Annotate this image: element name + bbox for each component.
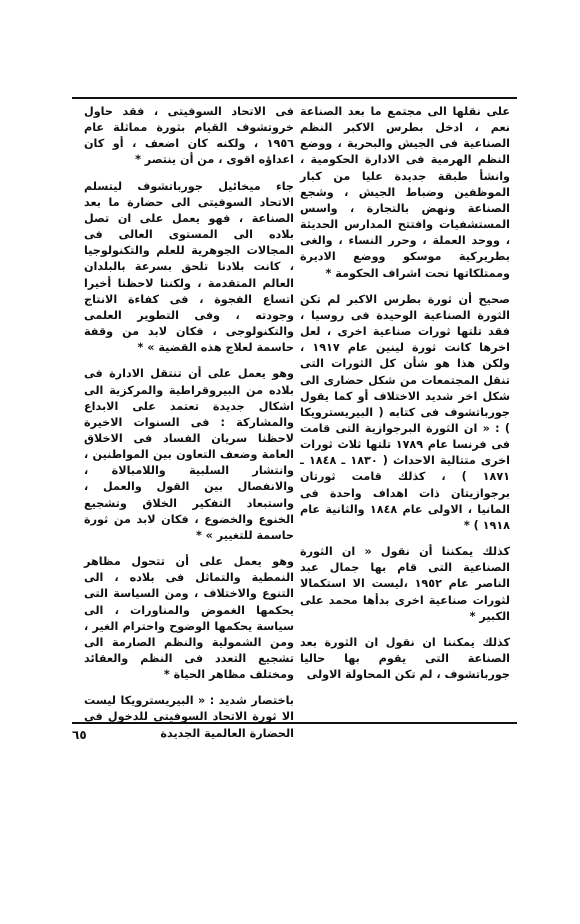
right-column bbox=[300, 104, 510, 716]
left-paragraph-3: وهو يعمل على أن تنتقل الادارة فى بلاده من البيروقراطية والمركزية الى اشكال جديدة تعتمد على الابداع والمشاركة : فى السنوات الاخيرة لاحظنا سريان الفساد فى الاخلاق العامة وضعف التعاون بين المواطنين ، وانتشار السلبية واللامبالاة ، والانفصال بين القول والعمل ، واستبعاد التفكير الخلاق وتشجيع الخنوع والخضوع ، فكان لابد من ثورة حاسمة للتغيير » * bbox=[84, 367, 294, 542]
left-paragraph-4: وهو يعمل على أن تتحول مظاهر النمطية والتماثل فى بلاده ، الى التنوع والاختلاف ، ومن السياسة التى يحكمها الغموض والمناورات ، الى سياسة يحكمها الوضوح واحترام الغير ، ومن الشمولية والنظم الصارمة الى تشجيع التعدد فى النظم والعقائد ومختلف مظاهر الحياة * bbox=[84, 555, 294, 682]
right-paragraph-4: كذلك يمكننا ان نقول ان الثورة بعد الصناعة التى يقوم بها حاليا جورباتشوف ، لم تكن المحاولة الاولى bbox=[300, 635, 510, 682]
left-paragraph-2: جاء ميخائيل جورباتشوف ليتسلم الاتحاد السوفيتى الى حضارة ما بعد الصناعة ، فهو يعمل على ان تصل بلاده الى المستوى العالى فى المجالات الجوهرية للعلم والتكنولوجيا ، كانت بلادنا تلحق بسرعة بالبلدان العالم المتقدمة ، ولكننا لاحظنا أخيرا اتساع الفجوة ، فى كفاءة الانتاج وجودته ، وفى التطوير العلمى والتكنولوجى ، فكان لابد من وقفة حاسمة لعلاج هذه القضية » * bbox=[84, 179, 294, 355]
bottom-rule bbox=[72, 722, 517, 724]
right-paragraph-1: على نقلها الى مجتمع ما بعد الصناعة نعم ، ادخل بطرس الاكبر النظم الصناعية فى الجيش والبحرية ، ووضع النظم الهرمية فى الادارة الحكومية ، وانشأ طبقة جديدة عليا من كبار الموظفين وضباط الجيش ، وشجع الصناعة ونهض بالتجارة ، واسس المستشفيات وافتتح المدارس الحديثة ، ووحد العملة ، وحرر النساء ، والغى بطريركية موسكو ووضع الاديرة وممتلكاتها تحت اشراف الحكومة * bbox=[300, 105, 510, 280]
top-rule bbox=[72, 97, 517, 99]
left-paragraph-1: فى الاتحاد السوفيتى ، فقد حاول خروتشوف القيام بثورة مماثلة عام ١٩٥٦ ، ولكنه كان اضعف ، أو كان اعداؤه اقوى ، من أن ينتصر * bbox=[84, 105, 294, 167]
right-paragraph-3: كذلك يمكننا أن نقول « ان الثورة الصناعية التى قام بها جمال عبد الناصر عام ١٩٥٢ ،ليست الا استكمالا لثورات صناعية اخرى بدأها محمد على الكبير * bbox=[300, 545, 510, 623]
left-paragraph-5: باختصار شديد : « البيريسترويكا ليست الا ثورة الاتحاد السوفيتى للدخول فى الحضارة العالمية الجديدة bbox=[84, 694, 294, 740]
right-paragraph-2: صحيح أن ثورة بطرس الاكبر لم تكن الثورة الصناعية الوحيدة فى روسيا ، فقد تلتها ثورات صناعية اخرى ، لعل اخرها كانت ثورة لينين عام ١٩١٧ ، ولكن هذا هو شأن كل الثورات التى تنقل المجتمعات من شكل حضارى الى شكل اخر شديد الاختلاف أو كما يقول جورباتشوف فى كتابه ( البيريسترويكا ) : « ان الثورة البرجوازية التى قامت فى فرنسا عام ١٧٨٩ تلتها ثلاث ثورات اخرى متتالية الاحداث ( ١٨٣٠ ـ ١٨٤٨ ـ ١٨٧١ ) ، كذلك قامت ثورتان برجوازيتان ذات اهداف واحدة فى المانيا ، الاولى عام ١٨٤٨ والثانية عام ١٩١٨ ) * bbox=[300, 292, 511, 532]
page-number: ٦٥ bbox=[72, 728, 87, 742]
left-column bbox=[84, 104, 294, 740]
